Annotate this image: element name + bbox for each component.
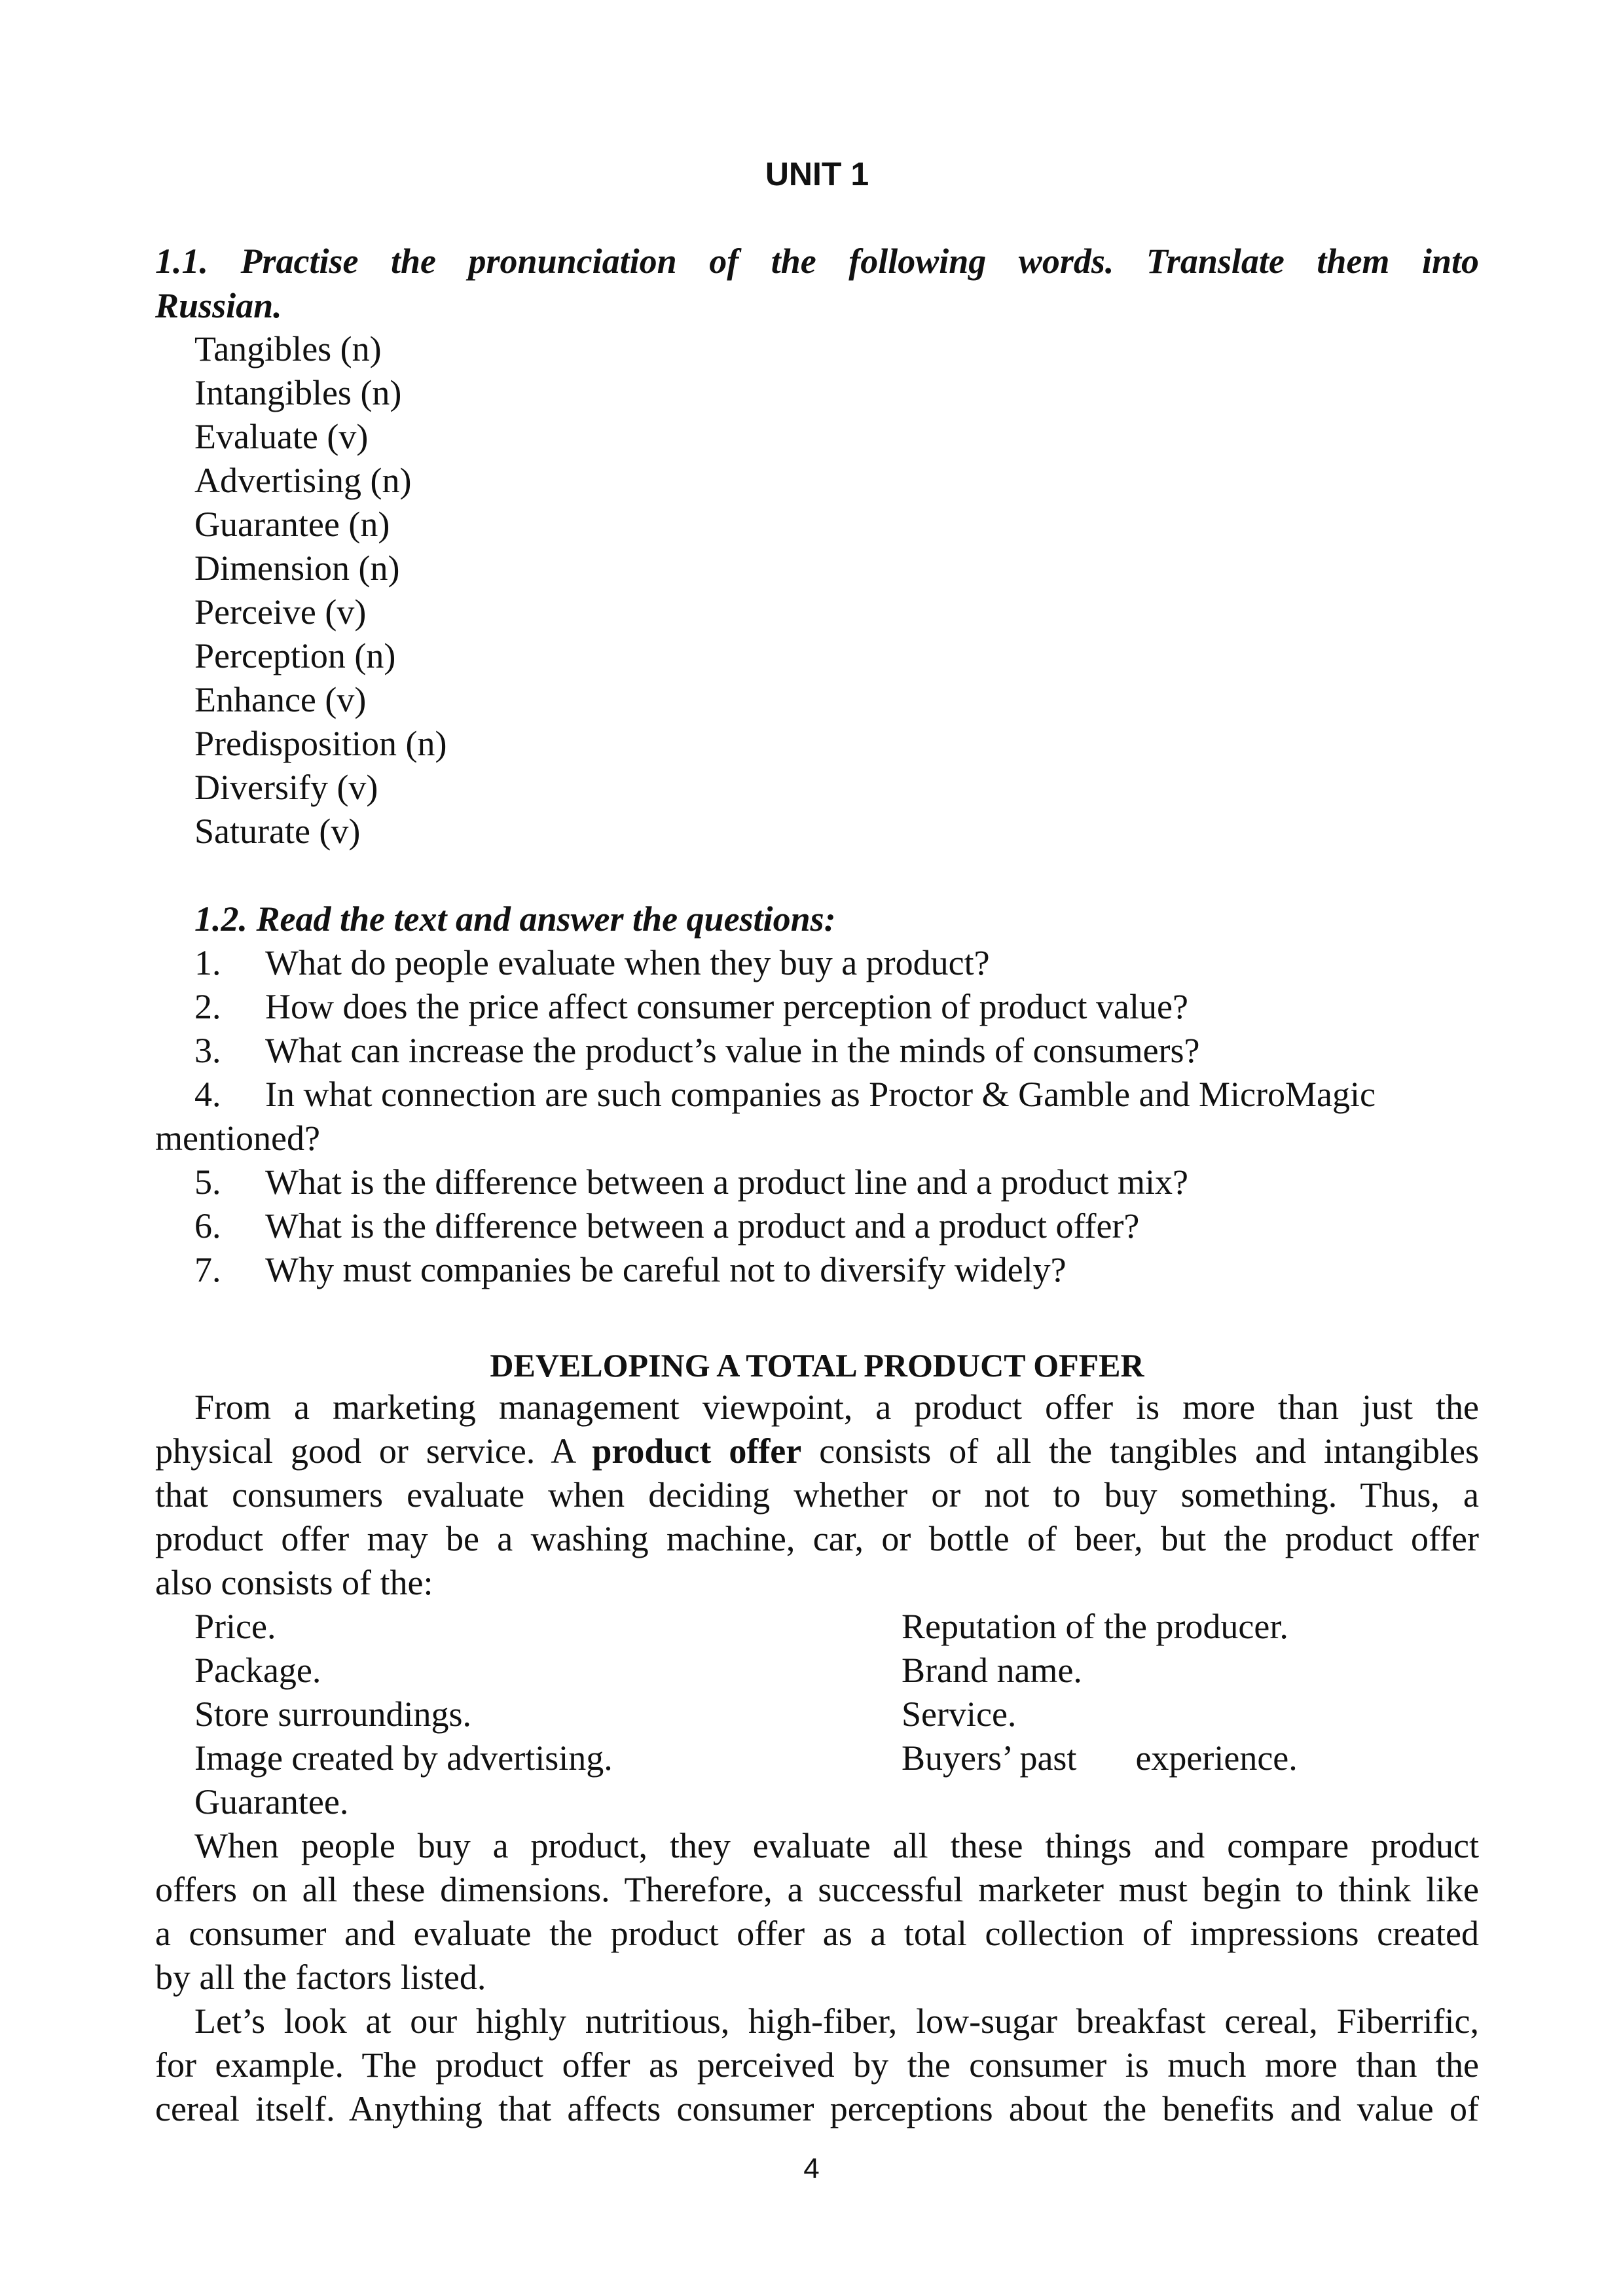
question-text: In what connection are such companies as Proctor & Gamble and MicroMagic: [265, 1075, 1376, 1114]
question-text: How does the price affect consumer perception of product value?: [265, 987, 1188, 1026]
text-span: physical good or service. A: [155, 1431, 593, 1471]
question-text: What is the difference between a product and a product offer?: [265, 1206, 1140, 1246]
vocab-word: Evaluate (v): [194, 417, 369, 456]
question-number: 1.: [194, 943, 221, 982]
offer-factor-item: [902, 1736, 1298, 1780]
paragraph-line: product offer may be a washing machine, car, or bottle of beer, but the product offer: [155, 1519, 1479, 1558]
paragraph-line: cereal itself. Anything that affects consumer perceptions about the benefits and value of: [155, 2089, 1479, 2128]
question-text: What is the difference between a product line and a product mix?: [265, 1162, 1188, 1202]
offer-factor-item: Price.: [194, 1607, 276, 1646]
text-span: experience.: [1135, 1738, 1298, 1778]
paragraph-line: From a marketing management viewpoint, a product offer is more than just the: [194, 1388, 1479, 1427]
offer-factor-item: Brand name.: [902, 1651, 1082, 1690]
task-1-2-instruction: 1.2. Read the text and answer the questions:: [194, 899, 836, 939]
vocab-word: Dimension (n): [194, 548, 400, 588]
paragraph-line: offers on all these dimensions. Therefore, a successful marketer must begin to think like: [155, 1870, 1479, 1909]
question-number: 7.: [194, 1250, 221, 1289]
question-text: What do people evaluate when they buy a product?: [265, 943, 990, 982]
text-span: consists of all the tangibles and intangibles: [801, 1431, 1479, 1471]
question-number: 4.: [194, 1075, 221, 1114]
paragraph-line: a consumer and evaluate the product offer as a total collection of impressions created: [155, 1914, 1479, 1953]
task-1-1-instruction-line-1: 1.1. Practise the pronunciation of the following words. Translate them into: [155, 242, 1479, 281]
page-number: 4: [803, 2153, 820, 2185]
vocab-word: Predisposition (n): [194, 724, 447, 763]
vocab-word: Intangibles (n): [194, 373, 402, 412]
task-1-1-instruction-line-2: Russian.: [155, 286, 282, 325]
paragraph-line: for example. The product offer as perceived by the consumer is much more than the: [155, 2045, 1479, 2085]
vocab-word: Perceive (v): [194, 592, 367, 632]
vocab-word: Saturate (v): [194, 812, 361, 851]
question-number: 2.: [194, 987, 221, 1026]
question-continuation: mentioned?: [155, 1119, 320, 1158]
section-heading: DEVELOPING A TOTAL PRODUCT OFFER: [490, 1347, 1144, 1384]
offer-factor-item: Package.: [194, 1651, 321, 1690]
question-item: [194, 1204, 1139, 1248]
vocab-word: Enhance (v): [194, 680, 367, 719]
vocab-word: Guarantee (n): [194, 505, 390, 544]
document-page: [155, 0, 1479, 2296]
paragraph-line: also consists of the:: [155, 1563, 433, 1602]
vocab-word: Perception (n): [194, 636, 396, 675]
offer-factor-item: Image created by advertising.: [194, 1738, 613, 1778]
vocab-word: Diversify (v): [194, 768, 378, 807]
offer-factor-item: Store surroundings.: [194, 1695, 471, 1734]
question-text: What can increase the product’s value in the minds of consumers?: [265, 1031, 1200, 1070]
text-span: Buyers’ past: [902, 1738, 1077, 1778]
offer-factor-item: Reputation of the producer.: [902, 1607, 1288, 1646]
paragraph-line: Let’s look at our highly nutritious, high-fiber, low-sugar breakfast cereal, Fiberrific,: [194, 2001, 1479, 2041]
vocab-word: Advertising (n): [194, 461, 412, 500]
offer-factor-item: Guarantee.: [194, 1782, 349, 1821]
question-number: 3.: [194, 1031, 221, 1070]
paragraph-line: by all the factors listed.: [155, 1958, 486, 1997]
paragraph-line: [155, 1429, 1479, 1473]
question-text: Why must companies be careful not to diversify widely?: [265, 1250, 1067, 1289]
question-item: [194, 1160, 1188, 1204]
question-item: [194, 1247, 1067, 1292]
paragraph-line: that consumers evaluate when deciding whether or not to buy something. Thus, a: [155, 1475, 1479, 1515]
question-item: [194, 984, 1188, 1029]
offer-factor-item: Service.: [902, 1695, 1017, 1734]
question-item: [194, 1028, 1200, 1073]
question-number: 6.: [194, 1206, 221, 1246]
vocab-word: Tangibles (n): [194, 329, 382, 368]
question-number: 5.: [194, 1162, 221, 1202]
paragraph-line: When people buy a product, they evaluate all these things and compare product: [194, 1826, 1479, 1865]
unit-title: UNIT 1: [765, 156, 869, 192]
question-item: [194, 941, 990, 985]
question-item: [194, 1072, 1376, 1117]
term-product-offer: product offer: [592, 1431, 802, 1471]
